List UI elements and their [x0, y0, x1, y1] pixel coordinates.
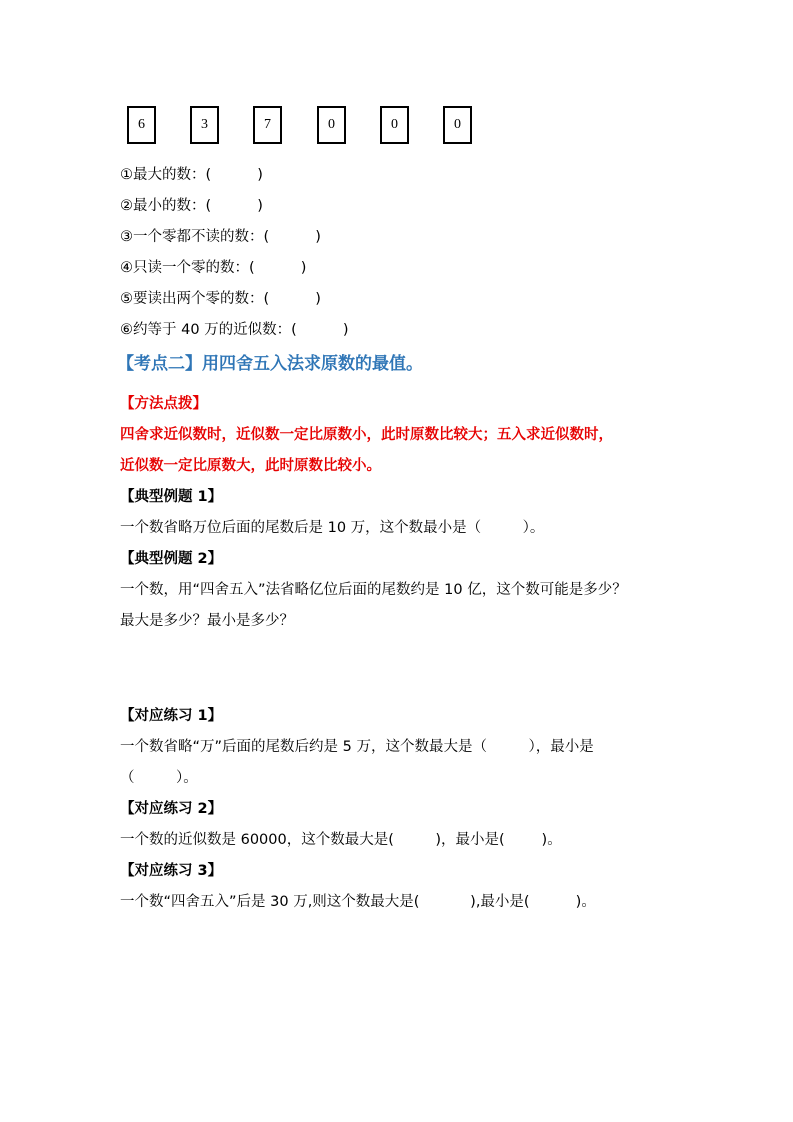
- practice-2-text: 一个数的近似数是 60000，这个数最大是( )，最小是( )。: [120, 832, 562, 848]
- example-2-title: 【典型例题 2】: [120, 551, 223, 567]
- method-title: 【方法点拨】: [120, 396, 207, 412]
- digit-card: 3: [190, 106, 219, 144]
- question-5: ⑤要读出两个零的数：( ): [120, 291, 321, 307]
- question-1: ①最大的数：( ): [120, 167, 263, 183]
- practice-3-title: 【对应练习 3】: [120, 863, 223, 879]
- section-heading: 【考点二】用四舍五入法求原数的最值。: [117, 354, 423, 374]
- question-4: ④只读一个零的数：( ): [120, 260, 307, 276]
- digit-card: 6: [127, 106, 156, 144]
- practice-2-title: 【对应练习 2】: [120, 801, 223, 817]
- method-line-1: 四舍求近似数时，近似数一定比原数小，此时原数比较大；五入求近似数时，: [120, 427, 613, 443]
- digit-card: 0: [443, 106, 472, 144]
- example-1-text: 一个数省略万位后面的尾数后是 10 万，这个数最小是（ ）。: [120, 520, 545, 536]
- method-line-2: 近似数一定比原数大，此时原数比较小。: [120, 458, 381, 474]
- question-2: ②最小的数：( ): [120, 198, 263, 214]
- example-2-line-2: 最大是多少？最小是多少？: [120, 613, 294, 629]
- example-1-title: 【典型例题 1】: [120, 489, 223, 505]
- practice-1-line-2: （ ）。: [120, 770, 198, 786]
- question-6: ⑥约等于 40 万的近似数：( ): [120, 322, 349, 338]
- digit-card: 7: [253, 106, 282, 144]
- digit-card: 0: [317, 106, 346, 144]
- practice-1-line-1: 一个数省略“万”后面的尾数后约是 5 万，这个数最大是（ ），最小是: [120, 739, 594, 755]
- question-3: ③一个零都不读的数：( ): [120, 229, 321, 245]
- practice-1-title: 【对应练习 1】: [120, 708, 223, 724]
- practice-3-text: 一个数“四舍五入”后是 30 万,则这个数最大是( ),最小是( )。: [120, 894, 596, 910]
- digit-card: 0: [380, 106, 409, 144]
- example-2-line-1: 一个数，用“四舍五入”法省略亿位后面的尾数约是 10 亿，这个数可能是多少？: [120, 582, 627, 598]
